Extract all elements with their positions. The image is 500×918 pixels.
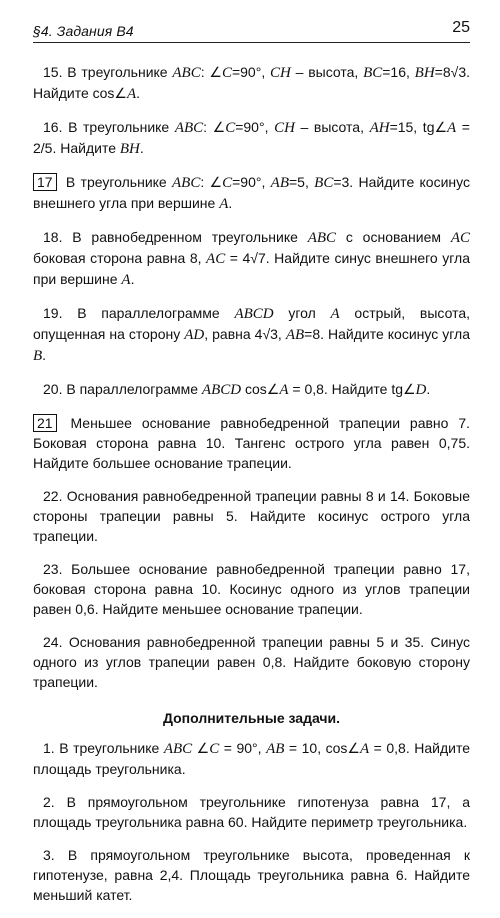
math-symbol: ABC bbox=[174, 120, 204, 136]
task-number: 20. bbox=[43, 381, 63, 397]
task-text: – высота, bbox=[294, 119, 370, 135]
math-symbol: AB bbox=[270, 175, 289, 191]
task-text: : ∠ bbox=[200, 174, 223, 190]
math-symbol: BH bbox=[414, 65, 435, 81]
math-symbol: ABCD bbox=[234, 306, 274, 322]
math-symbol: CH bbox=[274, 120, 295, 136]
task-item bbox=[33, 413, 470, 473]
task-text: Основания равнобедренной трапеции равны 8 и 14. Боковые стороны трапеции равны 5. Найдите косинус острого угла трапеции. bbox=[33, 488, 470, 544]
math-symbol: C bbox=[221, 65, 232, 81]
math-symbol: A bbox=[279, 382, 289, 398]
task-text: = 90°, bbox=[219, 740, 267, 756]
task-text: =8√3. Найдите cos∠ bbox=[33, 64, 470, 101]
task-text: . bbox=[130, 271, 135, 287]
task-text: ∠ bbox=[192, 740, 210, 756]
task-text: . bbox=[136, 85, 141, 101]
task-number: 15. bbox=[43, 64, 63, 80]
task-item bbox=[33, 303, 470, 366]
math-symbol: AB bbox=[285, 327, 305, 343]
task-text: – высота, bbox=[290, 64, 364, 80]
task-text: = 10, cos∠ bbox=[284, 740, 360, 756]
task-text: . bbox=[426, 381, 431, 397]
task-text: Большее основание равнобедренной трапеции равно 17, боковая сторона равна 10. Косинус одного из углов трапеции равен 0,6. Найдите меньшее основание трапеции. bbox=[33, 561, 470, 617]
math-symbol: A bbox=[219, 196, 229, 212]
task-text: угол bbox=[273, 305, 331, 321]
math-symbol: BC bbox=[363, 65, 383, 81]
task-text: Меньшее основание равнобедренной трапеции равно 7. Боковая сторона равна 10. Тангенс острого угла равен 0,75. Найдите большее основание трапеции. bbox=[33, 415, 471, 471]
task-text: В треугольнике bbox=[68, 119, 175, 135]
task-text: В треугольнике bbox=[59, 740, 164, 756]
task-text: : ∠ bbox=[203, 119, 226, 135]
extra-task-list bbox=[33, 738, 470, 905]
task-item bbox=[33, 227, 470, 290]
task-number: 22. bbox=[43, 488, 63, 504]
task-item bbox=[33, 486, 470, 546]
task-number: 19. bbox=[43, 305, 63, 321]
task-item bbox=[33, 62, 470, 104]
task-text: =90°, bbox=[232, 174, 271, 190]
math-symbol: ABC bbox=[163, 741, 193, 757]
math-symbol: B bbox=[33, 348, 43, 364]
task-item bbox=[33, 172, 470, 214]
task-item bbox=[33, 792, 470, 832]
math-symbol: AC bbox=[450, 230, 470, 246]
task-text: В треугольнике bbox=[67, 64, 173, 80]
task-text: Основания равнобедренной трапеции равны 5 и 35. Синус одного из углов трапеции равен 0,8. Найдите боковую сторону трапеции. bbox=[33, 634, 470, 690]
task-number: 21 bbox=[33, 414, 57, 432]
page-header bbox=[33, 14, 470, 43]
task-number: 16. bbox=[43, 119, 63, 135]
task-number: 18. bbox=[43, 229, 63, 245]
task-text: В треугольнике bbox=[65, 174, 173, 190]
task-text: боковая сторона равна 8, bbox=[33, 250, 207, 266]
task-item bbox=[33, 845, 470, 905]
task-text: =5, bbox=[289, 174, 315, 190]
task-text: , равна 4√3, bbox=[204, 326, 286, 342]
chapter-title: §4. Задания В4 bbox=[33, 23, 134, 39]
task-number: 23. bbox=[43, 561, 63, 577]
task-text: =90°, bbox=[231, 64, 270, 80]
task-text: В параллелограмме bbox=[77, 305, 235, 321]
math-symbol: A bbox=[330, 306, 340, 322]
math-symbol: C bbox=[222, 175, 233, 191]
math-symbol: AB bbox=[266, 741, 285, 757]
task-text: . bbox=[139, 140, 144, 156]
task-number: 2. bbox=[43, 794, 55, 810]
math-symbol: ABC bbox=[172, 65, 201, 81]
task-text: = 0,8. Найдите площадь треугольника. bbox=[33, 740, 470, 777]
task-text: =8. Найдите косинус угла bbox=[304, 326, 470, 342]
task-text: с основанием bbox=[336, 229, 451, 245]
task-number: 1. bbox=[43, 740, 55, 756]
math-symbol: C bbox=[209, 741, 220, 757]
task-text: : ∠ bbox=[200, 64, 222, 80]
task-text: В прямоугольном треугольнике гипотенуза равна 17, а площадь треугольника равна 60. Найдите периметр треугольника. bbox=[33, 794, 470, 830]
task-number: 17 bbox=[33, 173, 57, 191]
task-text: =15, tg∠ bbox=[389, 119, 448, 135]
task-text: = 0,8. Найдите tg∠ bbox=[288, 381, 416, 397]
task-text: . bbox=[228, 195, 233, 211]
math-symbol: A bbox=[447, 120, 457, 136]
task-item bbox=[33, 738, 470, 779]
page-content bbox=[33, 62, 470, 918]
math-symbol: CH bbox=[270, 65, 291, 81]
task-text: =3. Найдите косинус внешнего угла при вершине bbox=[33, 174, 470, 211]
task-text: острый, высота, опущенная на сторону bbox=[33, 305, 470, 342]
math-symbol: AH bbox=[369, 120, 390, 136]
task-text: . bbox=[42, 347, 47, 363]
task-text: = 2/5. Найдите bbox=[33, 119, 470, 156]
task-item bbox=[33, 117, 470, 159]
math-symbol: A bbox=[359, 741, 370, 757]
math-symbol: ABC bbox=[172, 175, 201, 191]
math-symbol: A bbox=[121, 272, 131, 288]
task-number: 3. bbox=[43, 847, 55, 863]
task-text: cos∠ bbox=[241, 381, 280, 397]
task-list bbox=[33, 62, 470, 692]
task-text: =90°, bbox=[235, 119, 275, 135]
math-symbol: A bbox=[126, 86, 137, 102]
task-text: =16, bbox=[382, 64, 415, 80]
task-item bbox=[33, 559, 470, 619]
task-text: = 4√7. Найдите синус внешнего угла при вершине bbox=[33, 250, 470, 287]
page-number: 25 bbox=[452, 19, 470, 36]
math-symbol: ABC bbox=[307, 230, 337, 246]
task-item bbox=[33, 379, 470, 400]
task-text: В параллелограмме bbox=[66, 381, 202, 397]
math-symbol: AD bbox=[184, 327, 205, 343]
math-symbol: BH bbox=[119, 141, 140, 157]
math-symbol: D bbox=[415, 382, 427, 398]
math-symbol: AC bbox=[206, 251, 226, 267]
math-symbol: ABCD bbox=[201, 382, 242, 398]
task-text: В равнобедренном треугольнике bbox=[72, 229, 308, 245]
section-title: Дополнительные задачи. bbox=[162, 710, 341, 726]
math-symbol: C bbox=[225, 120, 236, 136]
task-item bbox=[33, 632, 470, 692]
task-number: 24. bbox=[43, 634, 63, 650]
task-text: В прямоугольном треугольнике высота, проведенная к гипотенузе, равна 2,4. Площадь треугольника равна 6. Найдите меньший катет. bbox=[33, 847, 471, 903]
math-symbol: BC bbox=[314, 175, 334, 191]
